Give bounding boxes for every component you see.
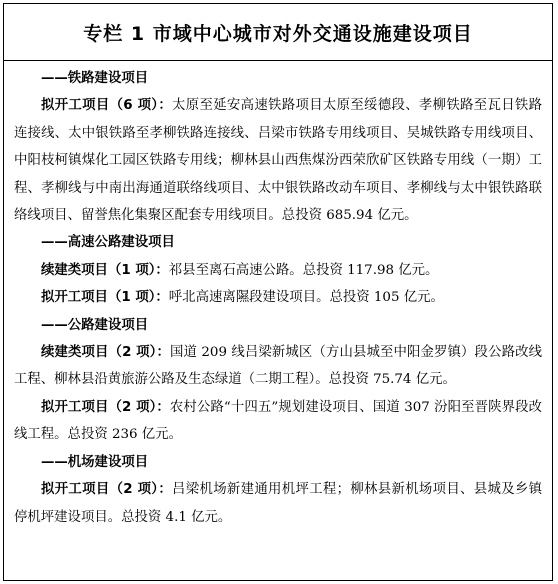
item-lead: 拟开工项目（6 项）：: [41, 98, 173, 114]
section-heading-highway: ——公路建设项目: [41, 317, 149, 333]
item-text: 祁县至离石高速公路。总投资 117.98 亿元。: [168, 262, 439, 278]
column-box: [3, 3, 553, 581]
expressway-ongoing-projects: [14, 257, 542, 284]
column-content: [4, 61, 552, 531]
section-heading-railway: ——铁路建设项目: [41, 71, 149, 86]
expressway-new-projects: [14, 284, 542, 311]
item-lead: 拟开工项目（2 项）：: [41, 399, 170, 415]
column-title: 专栏 1 市域中心城市对外交通设施建设项目: [4, 4, 552, 61]
item-lead: 拟开工项目（1 项）：: [41, 290, 169, 306]
item-text: 国道 209 线吕梁新城区（方山县城至中阳金罗镇）段公路改线工程、柳林县沿黄旅游公路及生态绿道（二期工程）。总投资 75.74 亿元。: [14, 345, 542, 388]
item-lead: 续建类项目（1 项）：: [41, 262, 169, 278]
item-lead: 续建类项目（2 项）：: [41, 345, 171, 361]
item-text: 吕梁机场新建通用机坪工程；柳林县新机场项目、县城及乡镇停机坪建设项目。总投资 4.1 亿元。: [14, 482, 543, 525]
item-lead: 拟开工项目（2 项）：: [41, 482, 173, 498]
highway-new-projects: [14, 394, 542, 449]
highway-ongoing-projects: [14, 339, 542, 394]
item-text: 呼北高速离隰段建设项目。总投资 105 亿元。: [168, 290, 444, 306]
item-text: 太原至延安高速铁路项目太原至绥德段、孝柳铁路至瓦日铁路连接线、太中银铁路至孝柳铁路连接线、吕梁市铁路专用线项目、吴城铁路专用线项目、中阳枝柯镇煤化工园区铁路专用线；柳林县山西焦煤汾西荣欣矿区铁路专用线（一期）工程、孝柳线与中南出海通道联络线项目、太中银铁路改动车项目、孝柳线与太中银铁路联络线项目、留誉焦化集聚区配套专用线项目。总投资 685.94 亿元。: [14, 98, 543, 224]
section-heading-expressway: ——高速公路建设项目: [41, 235, 175, 251]
section-heading-airport: ——机场建设项目: [41, 454, 149, 470]
railway-new-projects: [14, 92, 542, 229]
item-text: 农村公路“十四五”规划建设项目、国道 307 汾阳至晋陕界段改线工程。总投资 236 亿元。: [14, 399, 543, 443]
airport-new-projects: [14, 476, 542, 531]
